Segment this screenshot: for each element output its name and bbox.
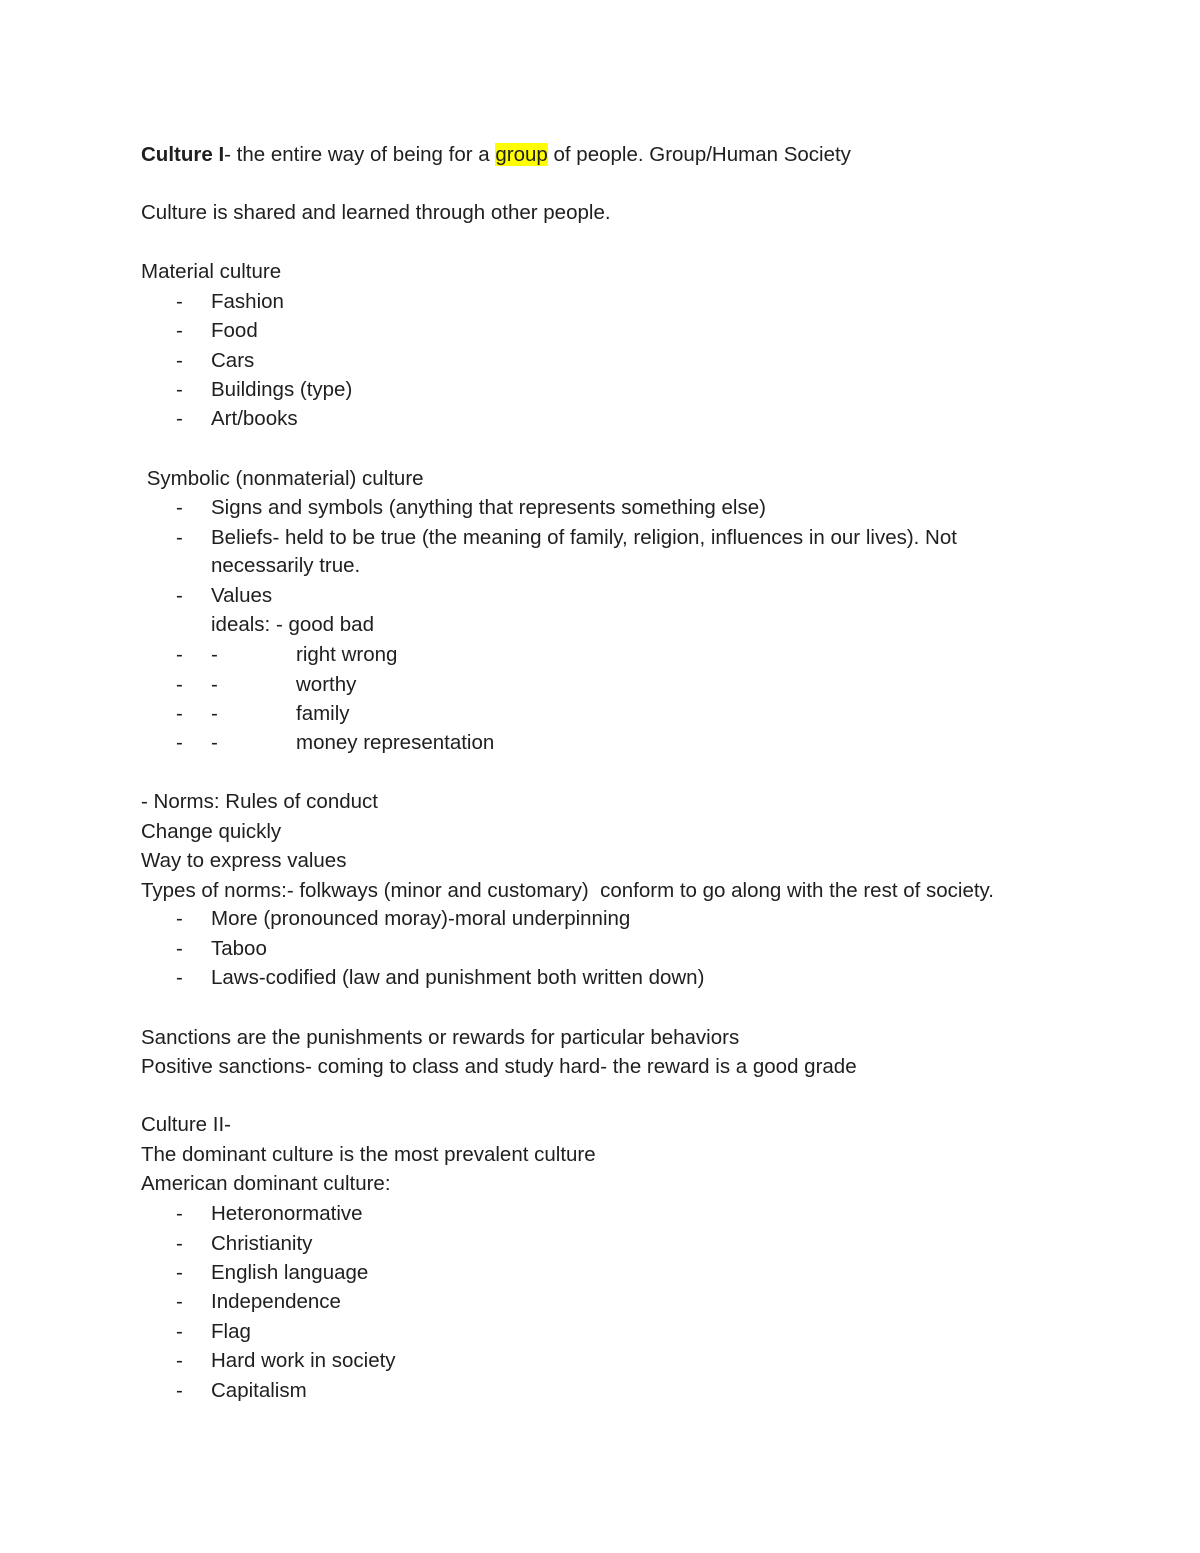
list-bullet: - xyxy=(176,1320,183,1343)
list-item: Independence xyxy=(211,1290,341,1313)
list-item: Hard work in society xyxy=(211,1349,396,1372)
list-bullet: - xyxy=(176,1290,183,1313)
list-item: Buildings (type) xyxy=(211,378,353,401)
symbolic-heading: Symbolic (nonmaterial) culture xyxy=(141,467,424,490)
list-item: Flag xyxy=(211,1320,251,1343)
list-item: Capitalism xyxy=(211,1379,307,1402)
norms-line: Change quickly xyxy=(141,820,282,843)
sub-bullet: - xyxy=(211,673,218,696)
list-bullet: - xyxy=(176,407,183,430)
list-bullet: - xyxy=(176,349,183,372)
list-item: English language xyxy=(211,1261,369,1284)
list-item: Christianity xyxy=(211,1232,313,1255)
list-bullet: - xyxy=(176,496,183,519)
list-bullet: - xyxy=(176,378,183,401)
list-item: Laws-codified (law and punishment both written down) xyxy=(211,966,705,989)
list-bullet: - xyxy=(176,673,183,696)
intro-text-pre: - the entire way of being for a xyxy=(224,143,496,166)
list-item-continuation: necessarily true. xyxy=(211,554,361,577)
ideals-line: ideals: - good bad xyxy=(211,613,374,636)
list-bullet: - xyxy=(176,1202,183,1225)
intro-line xyxy=(141,143,851,167)
list-item: Art/books xyxy=(211,407,298,430)
list-item: Fashion xyxy=(211,290,284,313)
list-bullet: - xyxy=(176,643,183,666)
sanctions-line: Positive sanctions- coming to class and study hard- the reward is a good grade xyxy=(141,1055,857,1078)
highlighted-word: group xyxy=(495,143,548,166)
list-bullet: - xyxy=(176,966,183,989)
list-item: Values xyxy=(211,584,273,607)
list-bullet: - xyxy=(176,731,183,754)
sub-list-item: money representation xyxy=(296,731,495,754)
list-item: More (pronounced moray)-moral underpinning xyxy=(211,907,631,930)
sub-bullet: - xyxy=(211,643,218,666)
list-bullet: - xyxy=(176,937,183,960)
list-bullet: - xyxy=(176,1379,183,1402)
list-bullet: - xyxy=(176,1261,183,1284)
sub-list-item: worthy xyxy=(296,673,357,696)
list-item: Cars xyxy=(211,349,255,372)
sub-list-item: right wrong xyxy=(296,643,398,666)
sub-bullet: - xyxy=(211,702,218,725)
culture-i-term: Culture I xyxy=(141,143,225,166)
list-item: Taboo xyxy=(211,937,267,960)
list-bullet: - xyxy=(176,702,183,725)
list-bullet: - xyxy=(176,1232,183,1255)
list-bullet: - xyxy=(176,1349,183,1372)
shared-line: Culture is shared and learned through other people. xyxy=(141,201,611,224)
sub-list-item: family xyxy=(296,702,350,725)
culture-ii-line: American dominant culture: xyxy=(141,1172,391,1195)
norms-line: Way to express values xyxy=(141,849,347,872)
culture-ii-line: The dominant culture is the most prevalent culture xyxy=(141,1143,596,1166)
sanctions-line: Sanctions are the punishments or rewards for particular behaviors xyxy=(141,1026,740,1049)
list-bullet: - xyxy=(176,907,183,930)
list-item: Signs and symbols (anything that represents something else) xyxy=(211,496,766,519)
material-heading: Material culture xyxy=(141,260,282,283)
norms-heading: - Norms: Rules of conduct xyxy=(141,790,378,813)
list-item: Beliefs- held to be true (the meaning of family, religion, influences in our lives). Not xyxy=(211,526,957,549)
list-bullet: - xyxy=(176,290,183,313)
sub-bullet: - xyxy=(211,731,218,754)
list-item: Heteronormative xyxy=(211,1202,363,1225)
list-bullet: - xyxy=(176,319,183,342)
intro-text-post: of people. Group/Human Society xyxy=(547,143,851,166)
list-bullet: - xyxy=(176,584,183,607)
list-item: Food xyxy=(211,319,258,342)
culture-ii-heading: Culture II- xyxy=(141,1113,231,1136)
norms-types-line: Types of norms:- folkways (minor and customary) conform to go along with the rest of society. xyxy=(141,879,994,902)
list-bullet: - xyxy=(176,526,183,549)
